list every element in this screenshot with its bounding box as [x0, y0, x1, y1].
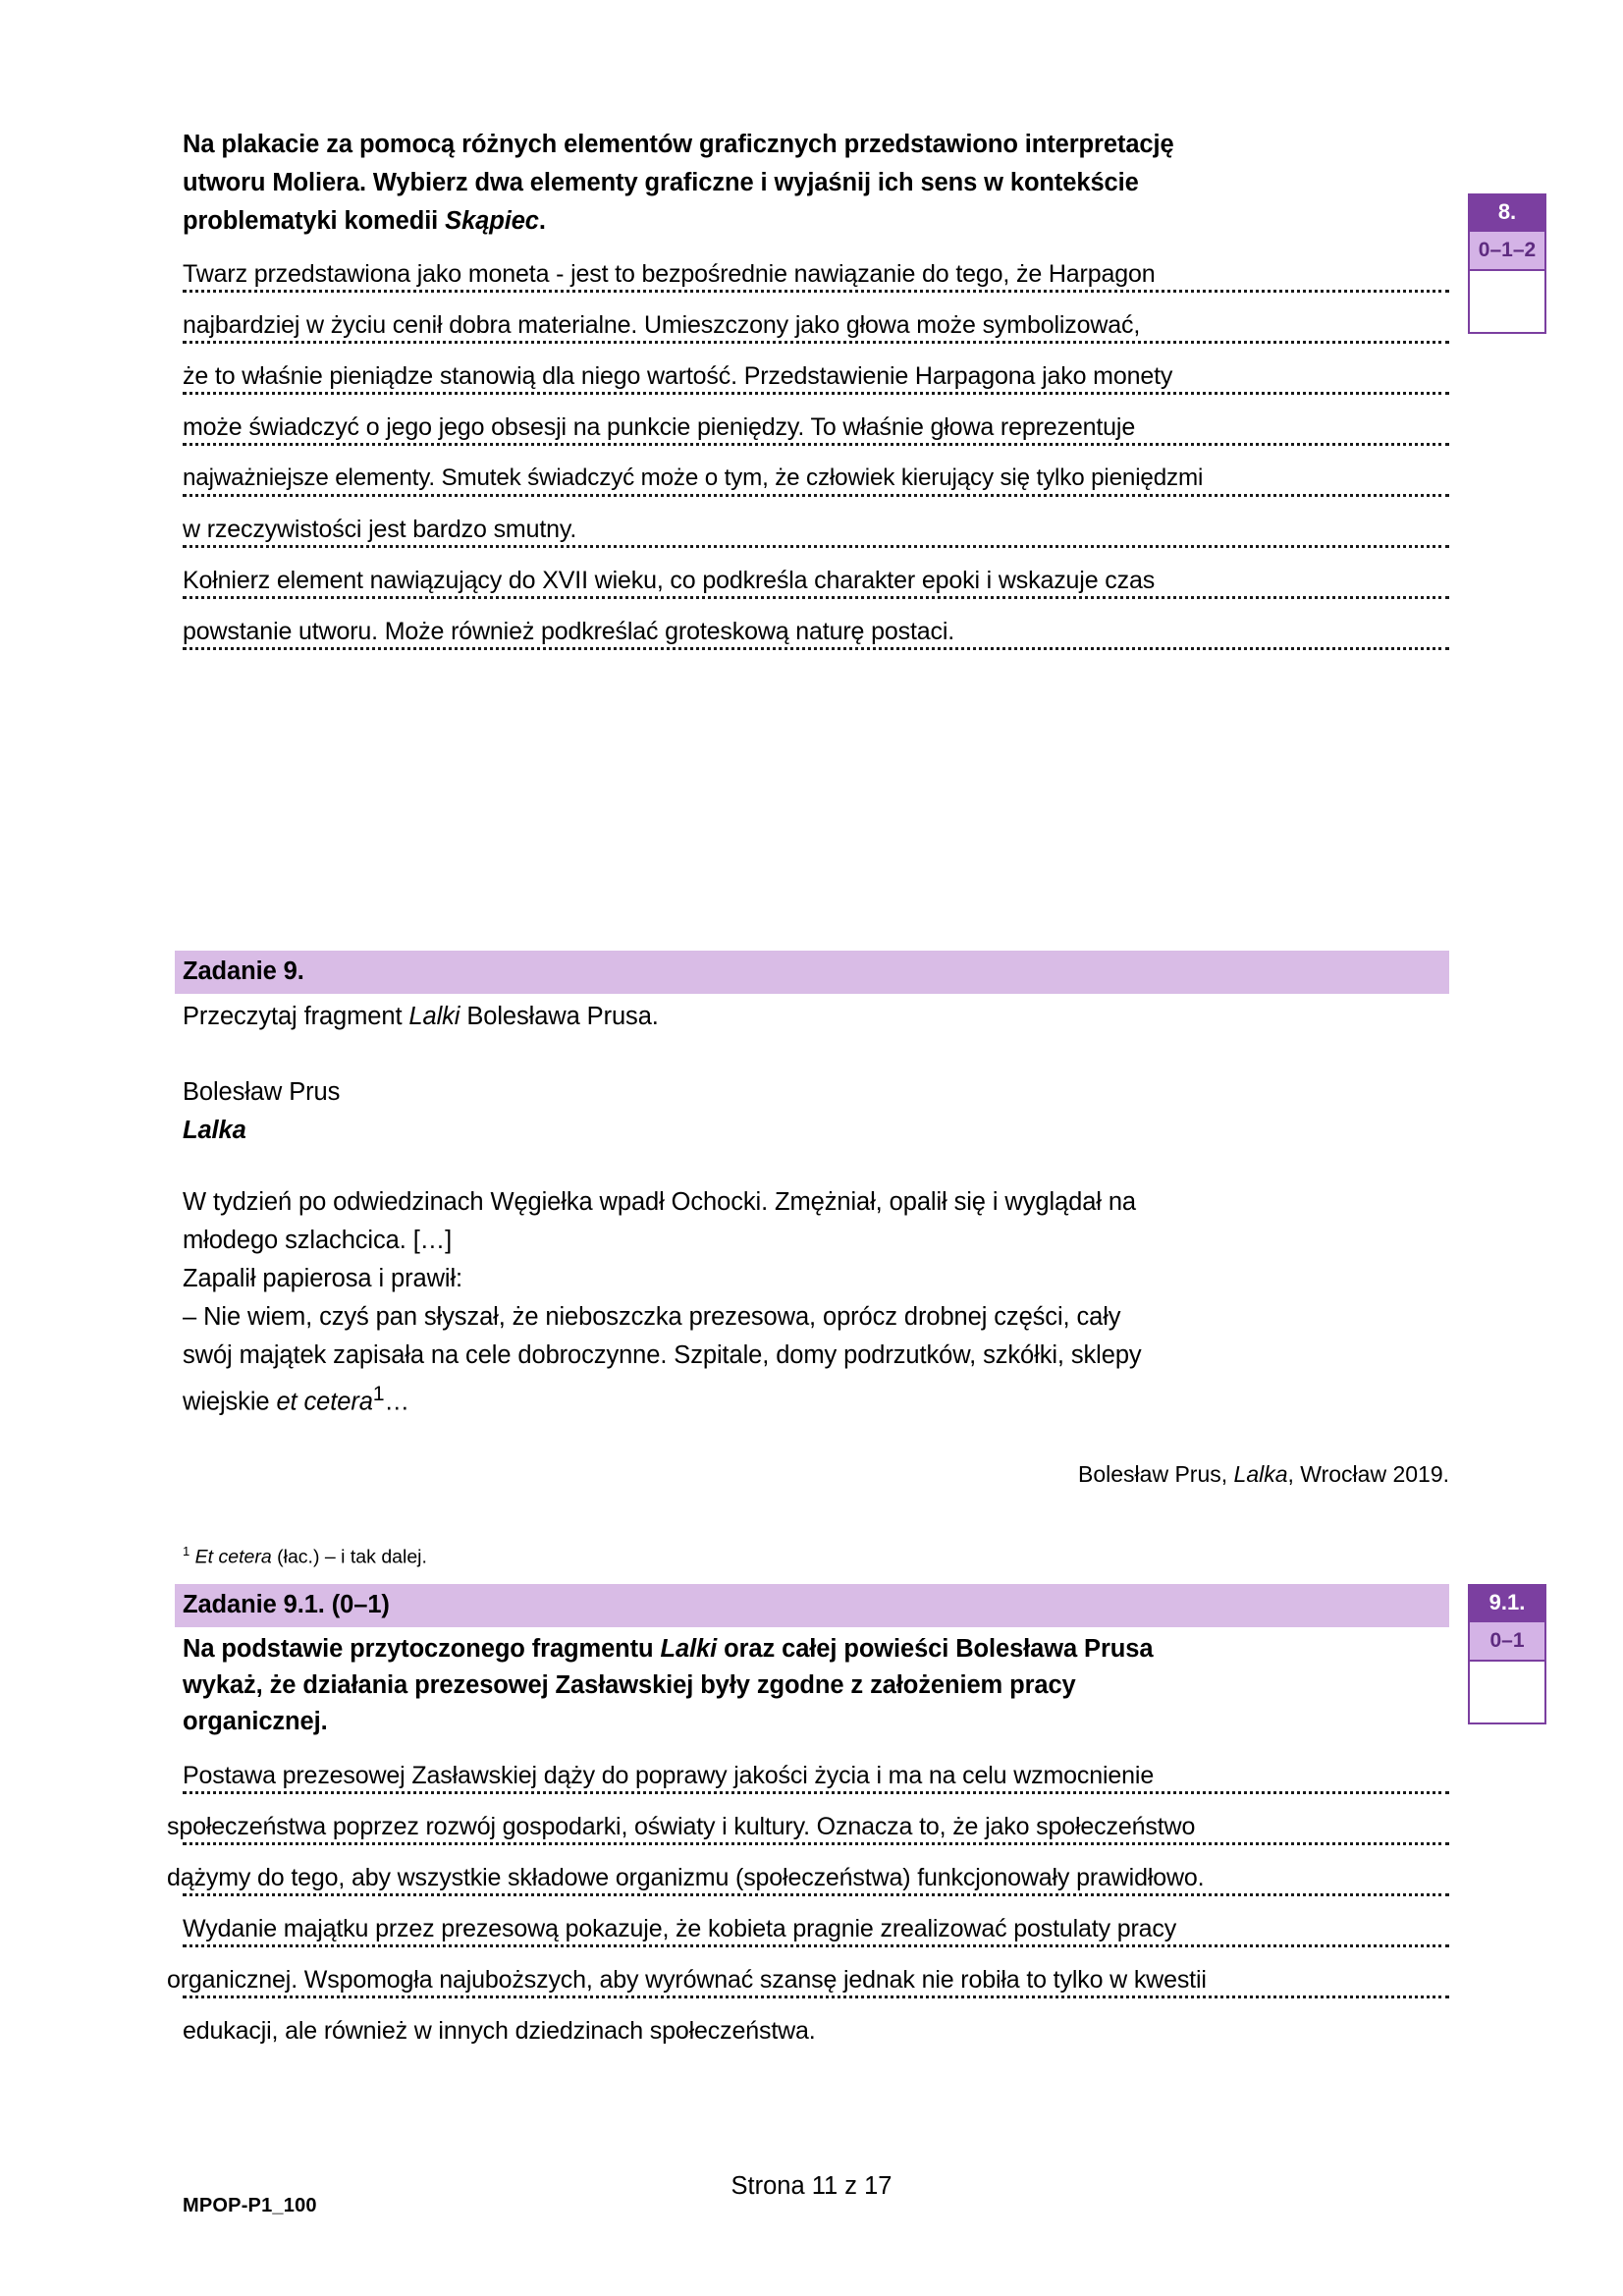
task91-prompt-post: oraz całej powieści Bolesława Prusa [717, 1635, 1154, 1664]
task91-section [167, 1584, 1449, 2052]
task9-attribution [183, 1457, 1449, 1491]
excerpt-line-final [183, 1375, 1449, 1422]
answer-line-text: że to właśnie pieniądze stanowią dla niego wartość. Przedstawienie Harpagona jako monety [183, 362, 1173, 390]
dotted-rule [183, 596, 1449, 599]
task8-work-title: Skąpiec [445, 207, 539, 235]
attribution-title: Lalka [1233, 1460, 1288, 1487]
answer-line[interactable] [183, 398, 1449, 449]
dotted-rule [183, 545, 1449, 548]
answer-line-text: edukacji, ale również w innych dziedzinach społeczeństwa. [183, 2017, 816, 2046]
attribution-post: , Wrocław 2019. [1287, 1460, 1449, 1487]
task9-work-title: Lalki [408, 1003, 460, 1031]
task91-prompt [183, 1631, 1449, 1740]
answer-line-text: może świadczyć o jego jego obsesji na punkcie pieniędzy. To właśnie głowa reprezentuje [183, 413, 1136, 441]
dotted-rule [183, 443, 1449, 446]
task91-score-entry[interactable] [1470, 1662, 1544, 1722]
dotted-rule [183, 494, 1449, 497]
task91-work-title: Lalki [660, 1635, 718, 1664]
footnote-definition: (łac.) – i tak dalej. [271, 1546, 427, 1568]
answer-line[interactable] [167, 1797, 1449, 1848]
task9-footnote [183, 1538, 1449, 1571]
task8-score-number: 8. [1470, 195, 1544, 230]
dotted-rule [183, 1791, 1449, 1794]
answer-line[interactable] [167, 2001, 1449, 2052]
task9-instruction [183, 998, 1449, 1036]
answer-line-text: organicznej. Wspomogła najuboższych, aby wyrównać szansę jednak nie robiła to tylko w kwestii [167, 1966, 1207, 1995]
dotted-rule [183, 290, 1449, 293]
answer-line-text: Kołnierz element nawiązujący do XVII wieku, co podkreśla charakter epoki i wskazuje czas [183, 567, 1156, 594]
answer-line-text: powstanie utworu. Może również podkreślać groteskową naturę postaci. [183, 618, 955, 645]
excerpt-line: młodego szlachcica. […] [183, 1227, 453, 1255]
answer-line[interactable] [183, 449, 1449, 500]
task91-prompt-line1 [183, 1631, 1449, 1667]
task9-section [183, 951, 1449, 1570]
dotted-rule [183, 1893, 1449, 1896]
task91-prompt-line2: wykaż, że działania prezesowej Zasławskiej były zgodne z założeniem pracy [183, 1671, 1076, 1700]
task8-score-entry[interactable] [1470, 271, 1544, 332]
answer-line-text: dążymy do tego, aby wszystkie składowe organizmu (społeczeństwa) funkcjonowały prawidłowo. [167, 1864, 1205, 1892]
excerpt-latin-phrase: et cetera [276, 1388, 373, 1416]
answer-line[interactable] [183, 245, 1449, 296]
task8-prompt-line1: Na plakacie za pomocą różnych elementów graficznych przedstawiono interpretację [183, 131, 1174, 158]
task9-band-label: Zadanie 9. [183, 957, 304, 985]
excerpt-line: W tydzień po odwiedzinach Węgiełka wpadł Ochocki. Zmężniał, opalił się i wyglądał na [183, 1188, 1136, 1217]
excerpt-line: Zapalił papierosa i prawił: [183, 1265, 463, 1293]
answer-line-text: najważniejsze elementy. Smutek świadczyć może o tym, że człowiek kierujący się tylko pieniędzmi [183, 465, 1204, 491]
document-code: MPOP-P1_100 [183, 2195, 317, 2216]
task8-section [183, 126, 1449, 653]
task8-score-range: 0–1–2 [1470, 230, 1544, 271]
task91-band-label: Zadanie 9.1. (0–1) [183, 1591, 390, 1618]
task8-prompt-line2: utworu Moliera. Wybierz dwa elementy graficzne i wyjaśnij ich sens w kontekście [183, 169, 1139, 196]
answer-line[interactable] [183, 500, 1449, 551]
excerpt-ellipsis: … [384, 1388, 409, 1416]
task91-prompt-pre: Na podstawie przytoczonego fragmentu [183, 1635, 661, 1664]
answer-line-text: najbardziej w życiu cenił dobra materialne. Umieszczony jako głowa może symbolizować, [183, 311, 1141, 339]
task9-source-author: Bolesław Prus [183, 1078, 341, 1107]
task8-score-box[interactable] [1468, 193, 1546, 334]
answer-line[interactable] [183, 602, 1449, 653]
dotted-rule [183, 1842, 1449, 1845]
answer-line[interactable] [167, 1899, 1449, 1950]
task9-excerpt [183, 1183, 1449, 1422]
task9-source-title: Lalka [183, 1117, 246, 1145]
task91-score-number: 9.1. [1470, 1586, 1544, 1620]
page-number: Strona 11 z 17 [730, 2172, 893, 2200]
dotted-rule [183, 392, 1449, 395]
footnote-marker: 1 [183, 1543, 190, 1558]
task91-band [175, 1584, 1449, 1627]
task91-answer-area[interactable] [167, 1746, 1449, 2052]
answer-line[interactable] [167, 1848, 1449, 1899]
dotted-rule [183, 1995, 1449, 1998]
excerpt-line: swój majątek zapisała na cele dobroczynne. Szpitale, domy podrzutków, szkółki, sklepy [183, 1341, 1142, 1370]
task8-answer-area[interactable] [183, 245, 1449, 653]
task91-score-box[interactable] [1468, 1584, 1546, 1724]
dotted-rule [183, 1944, 1449, 1947]
task9-band [175, 951, 1449, 994]
answer-line-text: społeczeństwa poprzez rozwój gospodarki, oświaty i kultury. Oznacza to, że jako społeczeństwo [167, 1813, 1196, 1841]
task9-instruction-post: Bolesława Prusa. [460, 1003, 659, 1031]
excerpt-line: – Nie wiem, czyś pan słyszał, że nieboszczka prezesowa, oprócz drobnej części, cały [183, 1303, 1121, 1332]
task8-prompt-line3 [183, 202, 1449, 241]
answer-line[interactable] [167, 1950, 1449, 2001]
task91-score-range: 0–1 [1470, 1620, 1544, 1662]
dotted-rule [183, 647, 1449, 650]
answer-line[interactable] [183, 347, 1449, 398]
excerpt-tail-pre: wiejskie [183, 1388, 277, 1416]
answer-line-text: Postawa prezesowej Zasławskiej dąży do poprawy jakości życia i ma na celu wzmocnienie [183, 1762, 1155, 1790]
answer-line-text: w rzeczywistości jest bardzo smutny. [183, 516, 577, 543]
task9-instruction-pre: Przeczytaj fragment [183, 1003, 409, 1031]
task91-prompt-line3: organicznej. [183, 1708, 328, 1736]
task8-prompt [183, 126, 1449, 241]
dotted-rule [183, 341, 1449, 344]
task8-prompt-line3-pre: problematyki komedii [183, 207, 446, 235]
footnote-reference: 1 [372, 1382, 385, 1406]
answer-line[interactable] [167, 1746, 1449, 1797]
task8-prompt-line3-post: . [538, 207, 546, 235]
answer-line-text: Twarz przedstawiona jako moneta - jest to bezpośrednie nawiązanie do tego, że Harpagon [183, 260, 1156, 288]
answer-line[interactable] [183, 296, 1449, 347]
footnote-term: Et cetera [194, 1546, 272, 1568]
answer-line-text: Wydanie majątku przez prezesową pokazuje, że kobieta pragnie zrealizować postulaty pracy [183, 1915, 1177, 1943]
answer-line[interactable] [183, 551, 1449, 602]
attribution-pre: Bolesław Prus, [1078, 1460, 1234, 1487]
